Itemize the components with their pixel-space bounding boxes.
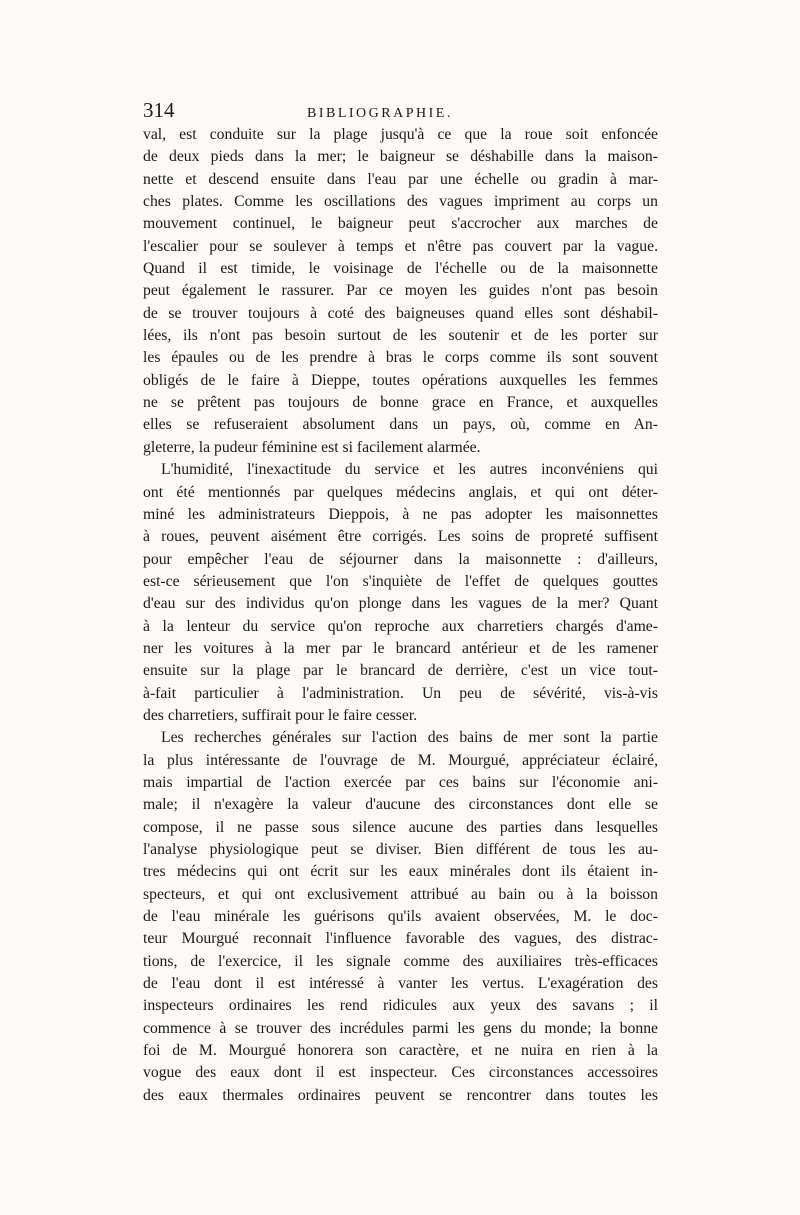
text-line: ne se prêtent pas toujours de bonne grace en France, et auxquelles <box>143 394 658 412</box>
text-line: specteurs, et qui ont exclusivement attribué au bain ou à la boisson <box>143 885 658 903</box>
text-line: inspecteurs ordinaires les rend ridicules aux yeux des savans ; il <box>143 997 658 1015</box>
book-page <box>143 98 658 1107</box>
text-line: vogue des eaux dont il est inspecteur. Ces circonstances accessoires <box>143 1064 658 1082</box>
text-line: est-ce sérieusement que l'on s'inquiète de l'effet de quelques gouttes <box>143 572 658 590</box>
text-line: les épaules ou de les prendre à bras le corps comme ils sont souvent <box>143 349 658 367</box>
text-line: de l'eau minérale les guérisons qu'ils avaient observées, M. le doc- <box>143 908 658 926</box>
text-body <box>143 124 658 1107</box>
text-line: male; il n'exagère la valeur d'aucune des circonstances dont elle se <box>143 796 658 814</box>
text-line: des eaux thermales ordinaires peuvent se rencontrer dans toutes les <box>143 1086 658 1104</box>
page-number: 314 <box>143 98 175 122</box>
text-line: Quand il est timide, le voisinage de l'échelle ou de la maisonnette <box>143 260 658 278</box>
paragraph-1 <box>143 124 658 459</box>
page-header <box>143 98 658 124</box>
text-line: l'escalier pour se soulever à temps et n'être pas couvert par la vague. <box>143 237 658 255</box>
text-line: ont été mentionnés par quelques médecins anglais, et qui ont déter- <box>143 483 658 501</box>
text-line: à la lenteur du service qu'on reproche aux charretiers chargés d'ame- <box>143 617 658 635</box>
text-line: de deux pieds dans la mer; le baigneur se déshabille dans la maison- <box>143 148 658 166</box>
text-line: de se trouver toujours à coté des baigneuses quand elles sont déshabil- <box>143 304 658 322</box>
text-line: tres médecins qui ont écrit sur les eaux minérales dont ils étaient in- <box>143 863 658 881</box>
text-line: elles se refuseraient absolument dans un pays, où, comme en An- <box>143 416 658 434</box>
running-head: BIBLIOGRAPHIE. <box>307 106 453 121</box>
text-line: L'humidité, l'inexactitude du service et les autres inconvéniens qui <box>161 461 658 479</box>
text-line: lées, ils n'ont pas besoin surtout de les soutenir et de les porter sur <box>143 327 658 345</box>
text-line: ches plates. Comme les oscillations des vagues impriment au corps un <box>143 193 658 211</box>
text-line: teur Mourgué reconnait l'influence favorable des vagues, des distrac- <box>143 930 658 948</box>
text-line: peut également le rassurer. Par ce moyen les guides n'ont pas besoin <box>143 282 658 300</box>
text-line: à roues, peuvent aisément être corrigés. Les soins de propreté suffisent <box>143 528 658 546</box>
text-line: commence à se trouver des incrédules parmi les gens du monde; la bonne <box>143 1019 658 1037</box>
text-line: nette et descend ensuite dans l'eau par une échelle ou gradin à mar- <box>143 170 658 188</box>
text-line: la plus intéressante de l'ouvrage de M. Mourgué, appréciateur éclairé, <box>143 751 658 769</box>
text-line: miné les administrateurs Dieppois, à ne pas adopter les maisonnettes <box>143 505 658 523</box>
text-line: ensuite sur la plage par le brancard de derrière, c'est un vice tout- <box>143 662 658 680</box>
text-line: d'eau sur des individus qu'on plonge dans les vagues de la mer? Quant <box>143 595 658 613</box>
text-line: Les recherches générales sur l'action des bains de mer sont la partie <box>161 729 658 747</box>
text-line: des charretiers, suffirait pour le faire cesser. <box>143 706 418 724</box>
text-line: mouvement continuel, le baigneur peut s'accrocher aux marches de <box>143 215 658 233</box>
text-line: gleterre, la pudeur féminine est si facilement alarmée. <box>143 438 481 456</box>
text-line: compose, il ne passe sous silence aucune des parties dans lesquelles <box>143 818 658 836</box>
text-line: val, est conduite sur la plage jusqu'à ce que la roue soit enfoncée <box>143 126 658 143</box>
text-line: mais impartial de l'action exercée par ces bains sur l'économie ani- <box>143 773 658 791</box>
text-line: à-fait particulier à l'administration. Un peu de sévérité, vis-à-vis <box>143 684 658 702</box>
text-line: ner les voitures à la mer par le brancard antérieur et de les ramener <box>143 639 658 657</box>
text-line: l'analyse physiologique peut se diviser. Bien différent de tous les au- <box>143 841 658 858</box>
text-line: de l'eau dont il est intéressé à vanter les vertus. L'exagération des <box>143 975 658 993</box>
paragraph-2 <box>143 459 658 727</box>
paragraph-3 <box>143 727 658 1107</box>
text-line: foi de M. Mourgué honorera son caractère, et ne nuira en rien à la <box>143 1042 658 1060</box>
text-line: obligés de le faire à Dieppe, toutes opérations auxquelles les femmes <box>143 371 658 389</box>
text-line: pour empêcher l'eau de séjourner dans la maisonnette : d'ailleurs, <box>143 550 658 568</box>
text-line: tions, de l'exercice, il les signale comme des auxiliaires très-efficaces <box>143 952 658 970</box>
